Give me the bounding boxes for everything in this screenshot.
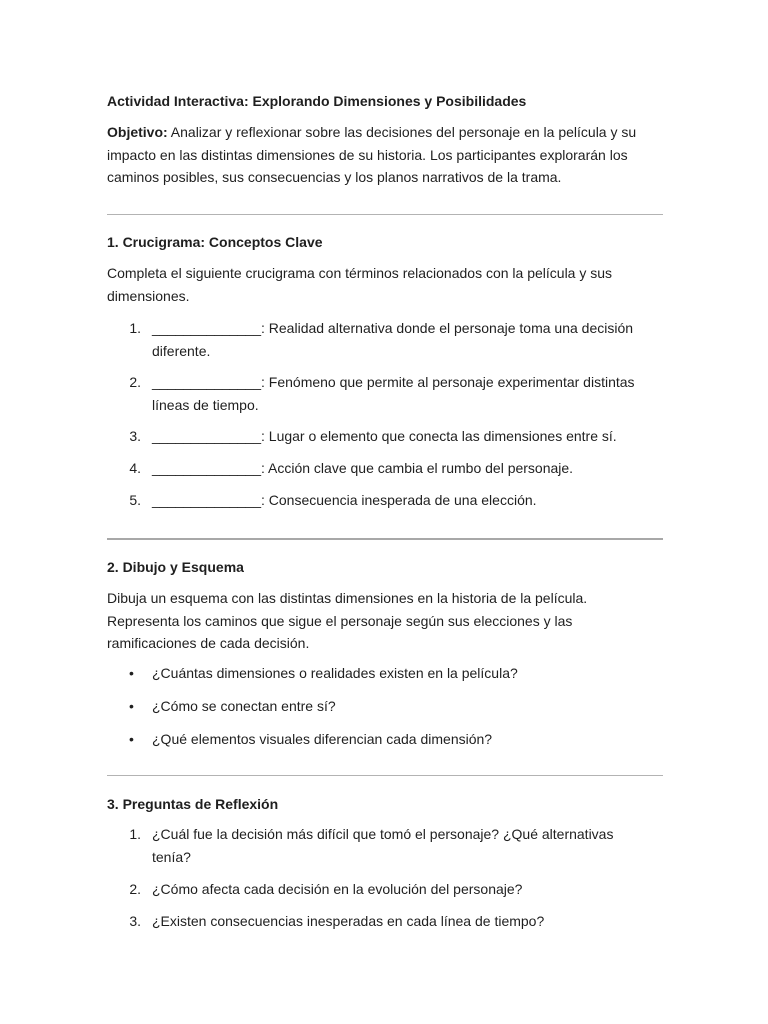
page-title: Actividad Interactiva: Explorando Dimensiones y Posibilidades	[107, 93, 527, 109]
item-text: ______________: Lugar o elemento que conecta las dimensiones entre sí.	[152, 428, 617, 444]
item-text: ______________: Realidad alternativa donde el personaje toma una decisión diferente.	[152, 320, 634, 359]
section2-heading: 2. Dibujo y Esquema	[107, 559, 244, 575]
item-number: 3.	[129, 913, 141, 929]
question-item	[107, 878, 663, 901]
item-text: ______________: Fenómeno que permite al personaje experimentar distintas líneas de tiempo.	[152, 374, 635, 413]
item-number: 3.	[129, 428, 141, 444]
section2-intro: Dibuja un esquema con las distintas dimensiones en la historia de la película. Representa los caminos que sigue el personaje según sus elecciones y las ramificaciones de cada decisión.	[107, 590, 588, 651]
section-divider	[107, 538, 663, 540]
list-item	[107, 662, 663, 685]
item-number: 2.	[129, 374, 141, 390]
list-item	[107, 695, 663, 718]
section-divider	[107, 775, 663, 776]
item-text: ¿Cómo afecta cada decisión en la evolución del personaje?	[152, 881, 523, 897]
bullet-icon: •	[129, 698, 134, 714]
bullet-icon: •	[129, 665, 134, 681]
item-text: ¿Existen consecuencias inesperadas en cada línea de tiempo?	[152, 913, 545, 929]
crossword-item	[107, 317, 663, 362]
item-text: ¿Cómo se conectan entre sí?	[152, 698, 336, 714]
list-item	[107, 728, 663, 751]
question-item	[107, 823, 663, 868]
crossword-item	[107, 425, 663, 448]
crossword-item	[107, 457, 663, 480]
item-text: ¿Cuál fue la decisión más difícil que tomó el personaje? ¿Qué alternativas tenía?	[152, 826, 614, 865]
objective-paragraph	[107, 121, 663, 189]
item-number: 1.	[129, 320, 141, 336]
item-number: 4.	[129, 460, 141, 476]
section1-intro: Completa el siguiente crucigrama con términos relacionados con la película y sus dimensiones.	[107, 265, 613, 304]
section1-heading: 1. Crucigrama: Conceptos Clave	[107, 234, 323, 250]
question-item	[107, 910, 663, 933]
crossword-item	[107, 371, 663, 416]
item-number: 1.	[129, 826, 141, 842]
item-text: ¿Cuántas dimensiones o realidades existen en la película?	[152, 665, 518, 681]
item-text: ¿Qué elementos visuales diferencian cada dimensión?	[152, 731, 493, 747]
item-number: 2.	[129, 881, 141, 897]
section3-heading: 3. Preguntas de Reflexión	[107, 796, 279, 812]
item-text: ______________: Acción clave que cambia el rumbo del personaje.	[152, 460, 574, 476]
item-text: ______________: Consecuencia inesperada de una elección.	[152, 492, 537, 508]
crossword-item	[107, 489, 663, 512]
section-divider	[107, 214, 663, 215]
objective-text: Analizar y reflexionar sobre las decisiones del personaje en la película y su impacto en las distintas dimensiones de su historia. Los participantes explorarán los caminos posibles, sus consecuencias y los planos narrativos de la trama.	[107, 124, 637, 185]
bullet-icon: •	[129, 731, 134, 747]
item-number: 5.	[129, 492, 141, 508]
objective-label: Objetivo:	[107, 124, 168, 140]
